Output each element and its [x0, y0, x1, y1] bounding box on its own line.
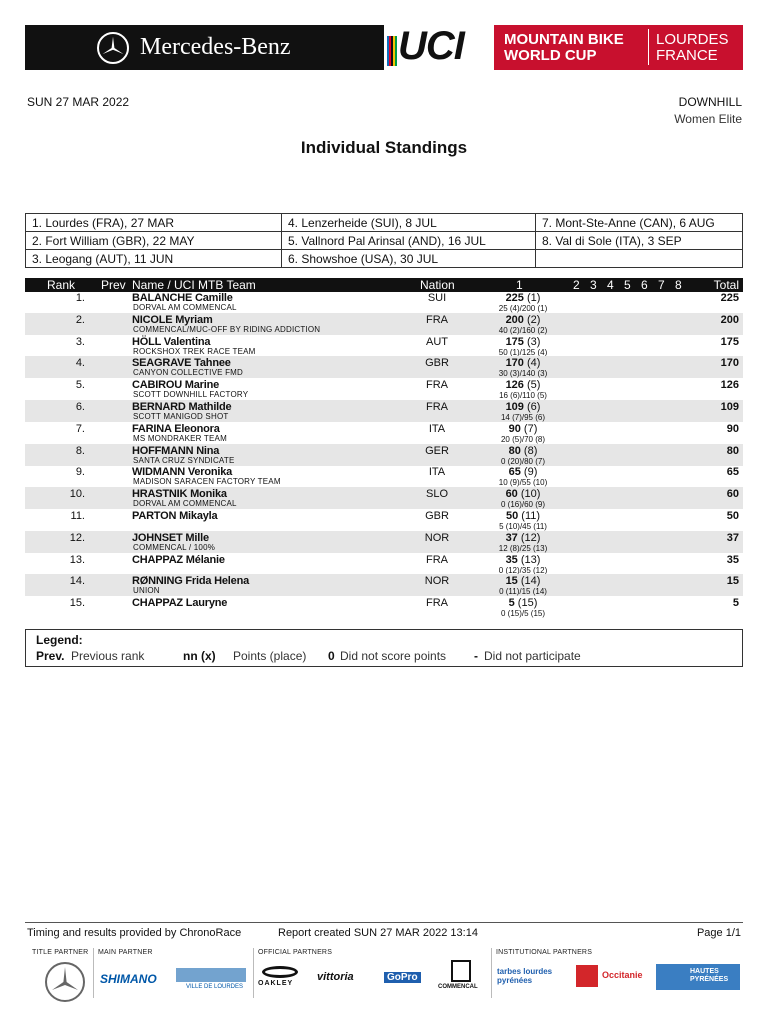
col-race-1: 1: [516, 278, 523, 292]
race-cell: [536, 250, 743, 268]
race-1-points: [493, 357, 553, 369]
row-rank: 10.: [69, 488, 85, 501]
legend-prev-key: Prev.: [36, 649, 65, 663]
institutional-partners-label: INSTITUTIONAL PARTNERS: [496, 949, 593, 956]
table-row: [25, 313, 743, 335]
table-row: [25, 465, 743, 487]
rider-nation: ITA: [428, 466, 446, 479]
race-1-pts-value: 90: [508, 422, 521, 435]
rider-name: CHAPPAZ Lauryne: [132, 597, 228, 610]
col-race-6: 6: [641, 278, 648, 292]
footer-page: Page 1/1: [696, 927, 741, 939]
race-1-place: (15): [514, 597, 538, 610]
col-total: Total: [713, 278, 739, 292]
race-1-pts-value: 200: [505, 313, 524, 326]
table-row: [25, 291, 743, 313]
rider-total: 170: [720, 357, 739, 370]
race-cell: 2. Fort William (GBR), 22 MAY: [26, 232, 282, 250]
race-1-points: [493, 488, 553, 500]
shimano-logo: SHIMANO: [100, 972, 157, 986]
rider-nation: AUT: [426, 335, 448, 348]
table-row: [25, 531, 743, 553]
banner-divider: [648, 29, 649, 65]
col-rank: Rank: [47, 278, 76, 292]
race-1-place: (1): [523, 292, 541, 304]
rider-name: HRASTNIK Monika: [132, 488, 227, 501]
rider-name: BERNARD Mathilde: [132, 401, 232, 413]
race-cell: 4. Lenzerheide (SUI), 8 JUL: [282, 214, 536, 232]
rider-nation: NOR: [424, 531, 450, 544]
race-1-place: (11): [518, 510, 541, 522]
race-1-place: (13): [517, 553, 541, 566]
race-1-detail: 25 (4)/200 (1): [498, 304, 548, 313]
rider-name: RØNNING Frida Helena: [132, 575, 250, 588]
lourdes-skyline-icon: [176, 968, 246, 982]
rider-name: BALANCHE Camille: [132, 292, 233, 304]
page-title: Individual Standings: [300, 138, 468, 157]
race-calendar: [25, 213, 743, 268]
rider-team: COMMENCAL / 100%: [133, 542, 216, 552]
legend-dash-key: -: [474, 649, 478, 663]
footer-report: Report created SUN 27 MAR 2022 13:14: [278, 927, 478, 939]
rider-nation: FRA: [426, 553, 448, 566]
race-1-pts-value: 126: [505, 379, 524, 392]
rider-team: UNION: [133, 586, 160, 596]
rider-name: SEAGRAVE Tahnee: [132, 357, 231, 370]
discipline: DOWNHILL: [678, 95, 742, 109]
rider-total: 65: [726, 466, 739, 479]
rider-name: PARTON Mikayla: [132, 510, 218, 522]
rider-nation: FRA: [426, 401, 448, 413]
race-1-place: (6): [523, 401, 541, 413]
table-row: [25, 574, 743, 596]
rider-nation: ITA: [428, 422, 446, 435]
rider-name: CABIROU Marine: [132, 379, 220, 392]
race-1-detail: 0 (11)/15 (14): [499, 587, 547, 597]
race-cell: 8. Val di Sole (ITA), 3 SEP: [536, 232, 743, 250]
race-1-pts-value: 170: [505, 357, 524, 370]
race-1-place: (2): [523, 313, 541, 326]
table-row: [25, 553, 743, 575]
rider-team: CANYON COLLECTIVE FMD: [133, 368, 243, 378]
ville-lourdes-logo: VILLE DE LOURDES: [186, 984, 244, 990]
col-name-team: Name / UCI MTB Team: [132, 278, 256, 292]
race-1-points: [493, 336, 553, 348]
commencal-icon: [451, 960, 471, 982]
vittoria-logo: vittoria: [317, 971, 354, 983]
uci-logo-text: UCI: [398, 24, 464, 68]
race-1-place: (3): [523, 335, 541, 348]
race-cell: 6. Showshoe (USA), 30 JUL: [282, 250, 536, 268]
row-rank: 3.: [75, 335, 85, 348]
row-rank: 13.: [69, 553, 85, 566]
race-1-pts-value: 225: [505, 292, 524, 304]
official-partners-label: OFFICIAL PARTNERS: [258, 949, 333, 956]
row-rank: 2.: [75, 313, 85, 326]
race-1-detail: 0 (16)/60 (9): [500, 500, 546, 510]
race-cell: 7. Mont-Ste-Anne (CAN), 6 AUG: [536, 214, 743, 232]
race-1-pts-value: 60: [505, 488, 518, 501]
row-rank: 9.: [75, 466, 85, 479]
race-1-points: [493, 423, 553, 435]
oakley-logo: OAKLEY: [258, 980, 294, 987]
race-1-detail: 40 (2)/160 (2): [498, 325, 548, 335]
rider-name: JOHNSET Mille: [132, 531, 209, 544]
row-rank: 11.: [70, 510, 85, 522]
race-1-points: [493, 445, 553, 457]
gopro-logo: GoPro: [384, 972, 421, 983]
race-1-pts-value: 65: [508, 466, 521, 479]
rider-nation: SLO: [425, 488, 448, 501]
mercedes-star-icon: [97, 32, 129, 64]
row-rank: 6.: [75, 401, 85, 413]
hautes-pyrenees-logo: HAUTES PYRÉNÉES: [690, 968, 729, 983]
category: Women Elite: [674, 112, 742, 126]
row-rank: 4.: [75, 357, 85, 370]
tarbes-logo: tarbes lourdes pyrénées: [497, 967, 553, 985]
race-1-detail: 0 (20)/80 (7): [500, 456, 546, 466]
table-row: [25, 335, 743, 357]
occitanie-logo: Occitanie: [602, 970, 643, 980]
rider-total: 225: [720, 292, 739, 304]
legend: [25, 629, 743, 667]
race-row: [26, 232, 743, 250]
venue-country: FRANCE: [656, 47, 718, 64]
race-row: [26, 214, 743, 232]
race-1-place: (7): [520, 422, 538, 435]
col-race-2: 2: [573, 278, 580, 292]
legend-title: Legend:: [36, 633, 83, 647]
standings-header: [25, 278, 743, 292]
race-1-pts-value: 35: [505, 553, 518, 566]
uci-rainbow-icon: [387, 36, 397, 66]
rider-team: MADISON SARACEN FACTORY TEAM: [133, 477, 281, 487]
rider-nation: FRA: [426, 313, 448, 326]
legend-zero-desc: Did not score points: [340, 649, 447, 663]
rider-team: SCOTT DOWNHILL FACTORY: [133, 390, 249, 400]
commencal-logo: COMMENCAL: [438, 984, 478, 990]
mercedes-logo-icon: [45, 962, 85, 1002]
col-race-7: 7: [658, 278, 665, 292]
table-row: [25, 400, 743, 422]
rider-total: 90: [726, 422, 739, 435]
race-1-detail: 10 (9)/55 (10): [498, 478, 548, 488]
rider-nation: FRA: [426, 379, 448, 392]
table-row: [25, 422, 743, 444]
rider-team: DORVAL AM COMMENCAL: [133, 499, 237, 509]
rider-team: COMMENCAL/MUC-OFF BY RIDING ADDICTION: [133, 324, 321, 334]
rider-team: DORVAL AM COMMENCAL: [133, 303, 237, 312]
race-1-pts-value: 37: [505, 531, 518, 544]
title-partner-label: TITLE PARTNER: [32, 949, 89, 956]
rider-total: 109: [720, 401, 739, 413]
race-1-detail: 5 (10)/45 (11): [499, 522, 547, 531]
race-1-pts-value: 50: [505, 510, 519, 522]
race-1-pts-value: 175: [505, 335, 524, 348]
race-1-points: [493, 554, 553, 566]
race-1-pts-value: 80: [508, 444, 521, 457]
race-1-place: (10): [517, 488, 541, 501]
race-cell: 3. Leogang (AUT), 11 JUN: [26, 250, 282, 268]
row-rank: 1.: [75, 292, 85, 304]
table-row: [25, 356, 743, 378]
col-race-4: 4: [607, 278, 614, 292]
rider-name: HOFFMANN Nina: [132, 444, 220, 457]
venue: [656, 32, 729, 64]
table-row: [25, 509, 743, 531]
race-1-points: [493, 379, 553, 391]
table-row: [25, 378, 743, 400]
race-1-points: [493, 466, 553, 478]
race-1-detail: 50 (1)/125 (4): [498, 347, 548, 357]
legend-pts-key: nn (x): [183, 649, 216, 663]
race-1-detail: 20 (5)/70 (8): [500, 434, 546, 444]
race-1-points: [493, 292, 553, 304]
race-1-place: (5): [523, 379, 541, 392]
rider-total: 80: [726, 444, 739, 457]
rider-nation: GBR: [425, 510, 449, 522]
rider-team: SCOTT MANIGOD SHOT: [133, 412, 229, 421]
row-rank: 15.: [69, 597, 85, 610]
race-1-pts-value: 109: [505, 401, 524, 413]
race-1-pts-value: 15: [505, 575, 518, 588]
rider-total: 37: [726, 531, 739, 544]
row-rank: 8.: [75, 444, 85, 457]
rider-total: 15: [726, 575, 739, 588]
row-rank: 5.: [75, 379, 85, 392]
race-1-detail: 16 (6)/110 (5): [499, 391, 547, 401]
race-cell: 5. Vallnord Pal Arinsal (AND), 16 JUL: [282, 232, 536, 250]
col-race-3: 3: [590, 278, 597, 292]
rider-nation: GBR: [425, 357, 449, 370]
race-1-pts-value: 5: [508, 597, 515, 610]
oakley-icon: [262, 966, 298, 978]
col-prev: Prev: [101, 278, 126, 292]
race-cell: 1. Lourdes (FRA), 27 MAR: [26, 214, 282, 232]
venue-city: LOURDES: [656, 31, 729, 48]
sponsor-name: Mercedes-Benz: [140, 34, 291, 60]
row-rank: 7.: [75, 422, 85, 435]
event-date: SUN 27 MAR 2022: [27, 95, 130, 109]
rider-name: NICOLE Myriam: [132, 313, 213, 326]
race-1-detail: 14 (7)/95 (6): [500, 413, 546, 422]
row-rank: 12.: [69, 531, 85, 544]
table-row: [25, 444, 743, 466]
rider-nation: SUI: [427, 292, 447, 304]
rider-name: WIDMANN Veronika: [132, 466, 233, 479]
legend-pts-desc: Points (place): [233, 649, 307, 663]
col-race-8: 8: [675, 278, 682, 292]
rider-total: 5: [732, 597, 739, 610]
col-race-5: 5: [624, 278, 631, 292]
footer-divider: [25, 922, 743, 923]
legend-zero-key: 0: [328, 649, 335, 663]
race-1-detail: 0 (12)/35 (12): [498, 565, 548, 575]
footer-timing: Timing and results provided by ChronoRace: [27, 927, 242, 939]
partner-divider: [253, 948, 254, 998]
rider-team: MS MONDRAKER TEAM: [133, 433, 227, 443]
rider-total: 50: [726, 510, 739, 522]
legend-prev-desc: Previous rank: [71, 649, 145, 663]
race-1-place: (8): [520, 444, 538, 457]
rider-total: 175: [720, 335, 739, 348]
race-1-points: [493, 314, 553, 326]
event-title: MOUNTAIN BIKE WORLD CUP: [504, 31, 624, 64]
rider-total: 60: [726, 488, 739, 501]
table-row: [25, 487, 743, 509]
partner-divider: [491, 948, 492, 998]
row-rank: 14.: [69, 575, 85, 588]
legend-dash-desc: Did not participate: [484, 649, 581, 663]
race-1-place: (14): [517, 575, 541, 588]
partner-divider: [93, 948, 94, 998]
race-1-points: [493, 575, 553, 587]
race-1-place: (9): [520, 466, 538, 479]
rider-total: 35: [726, 553, 739, 566]
race-1-points: [493, 532, 553, 544]
race-1-place: (12): [517, 531, 541, 544]
race-1-detail: 12 (8)/25 (13): [498, 543, 548, 553]
col-nation: Nation: [420, 278, 455, 292]
race-1-detail: 30 (3)/140 (3): [498, 369, 548, 379]
rider-nation: NOR: [424, 575, 450, 588]
race-1-points: [493, 510, 553, 522]
rider-name: HÖLL Valentina: [132, 335, 211, 348]
race-row: [26, 250, 743, 268]
rider-name: FARINA Eleonora: [132, 422, 220, 435]
table-row: [25, 596, 743, 618]
rider-nation: FRA: [426, 597, 448, 610]
rider-team: ROCKSHOX TREK RACE TEAM: [133, 346, 256, 356]
rider-team: SANTA CRUZ SYNDICATE: [133, 455, 235, 465]
race-1-detail: 0 (15)/5 (15): [500, 609, 546, 619]
rider-total: 200: [720, 313, 739, 326]
main-partner-label: MAIN PARTNER: [98, 949, 153, 956]
race-1-place: (4): [523, 357, 541, 370]
occitanie-cross-icon: [576, 965, 598, 987]
race-1-points: [493, 597, 553, 609]
rider-total: 126: [720, 379, 739, 392]
rider-name: CHAPPAZ Mélanie: [132, 553, 225, 566]
race-1-points: [493, 401, 553, 413]
rider-nation: GER: [425, 444, 449, 457]
